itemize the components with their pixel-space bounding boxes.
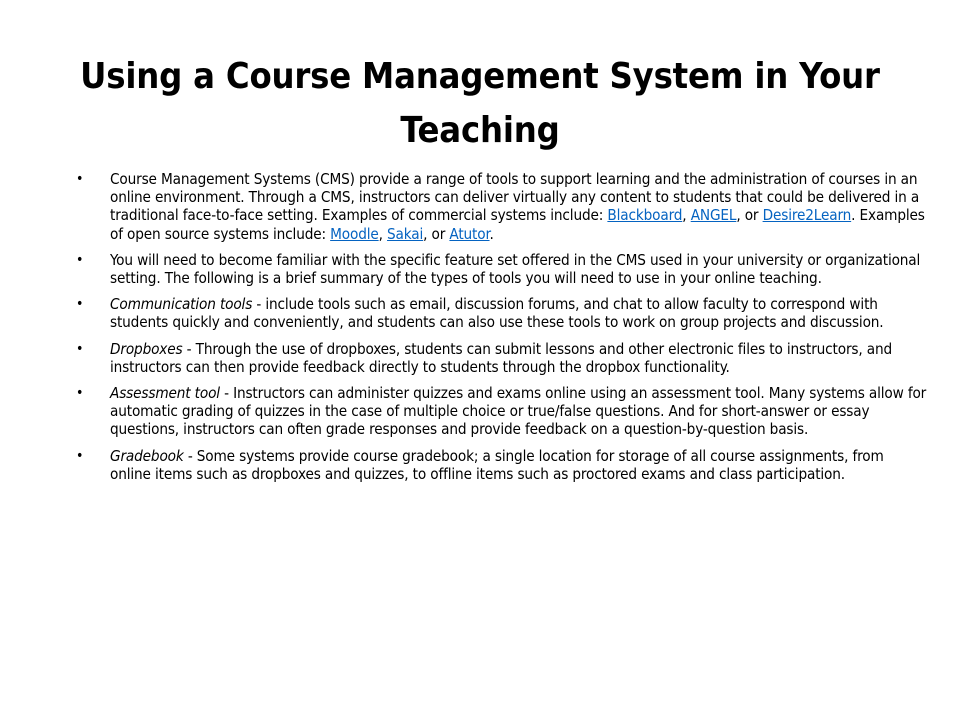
- slide-title: Using a Course Management System in Your Teaching: [80, 56, 880, 151]
- bullet-text: - include tools such as email, discussion forums, and chat to allow faculty to correspond with students quickly and conveniently, and students can also use these tools to work on group projects and discussion.: [110, 295, 884, 332]
- bullet-text: - Some systems provide course gradebook; a single location for storage of all course assignments, from online items such as dropboxes and quizzes, to offline items such as proctored exams and class participation.: [110, 446, 884, 483]
- bullet-term: Dropboxes: [110, 339, 183, 358]
- link-angel[interactable]: ANGEL: [690, 206, 737, 225]
- bullet-assessment-tool: [110, 384, 928, 439]
- bullet-term: Gradebook: [110, 446, 184, 465]
- bullet-gradebook: [110, 447, 928, 483]
- link-moodle[interactable]: Moodle: [330, 224, 379, 243]
- bullet-feature-set: [110, 251, 928, 287]
- bullet-term: Communication tools: [110, 295, 253, 314]
- bullet-text: - Through the use of dropboxes, students can submit lessons and other electronic files to instructors, and instructors can then provide feedback directly to students through the dropbox functionality.: [110, 339, 893, 376]
- bullet-text: Course Management Systems (CMS) provide a range of tools to support learning and the administration of courses in an online environment. Through a CMS, instructors can deliver virtually any content to students that could be delivered in a traditional face-to-face setting. Examples of commercial systems include:: [110, 170, 920, 225]
- link-atutor[interactable]: Atutor: [449, 224, 490, 243]
- link-sakai[interactable]: Sakai: [387, 224, 424, 243]
- bullet-communication-tools: [110, 295, 928, 331]
- link-desire2learn[interactable]: Desire2Learn: [762, 206, 852, 225]
- bullet-text: - Instructors can administer quizzes and exams online using an assessment tool. Many systems allow for automatic grading of quizzes in the case of multiple choice or true/false questions. And for short-answer or essay questions, instructors can often grade responses and provide feedback on a question-by-question basis.: [110, 384, 927, 439]
- bullet-text: You will need to become familiar with the specific feature set offered in the CMS used in your university or organizational setting. The following is a brief summary of the types of tools you will need to use in your online teaching.: [110, 250, 921, 288]
- bullet-list: [110, 170, 928, 491]
- link-blackboard[interactable]: Blackboard: [607, 206, 683, 225]
- bullet-cms-overview: • Course Management Systems (CMS) provide a range of tools to support learning and the administration of courses in an online environment. Through a CMS, instructors can deliver virtually any content to students that could be delivered in a traditional face-to-face setting. Examples of commercial systems include: Blackboard, ANGEL, or Desire2Learn. Examples of open source systems include: Moodle, Sakai, or Atutor.: [110, 170, 928, 243]
- bullet-text: . Examples of open source systems include:: [110, 206, 925, 243]
- bullet-term: Assessment tool: [110, 384, 220, 403]
- bullet-dropboxes: [110, 340, 928, 376]
